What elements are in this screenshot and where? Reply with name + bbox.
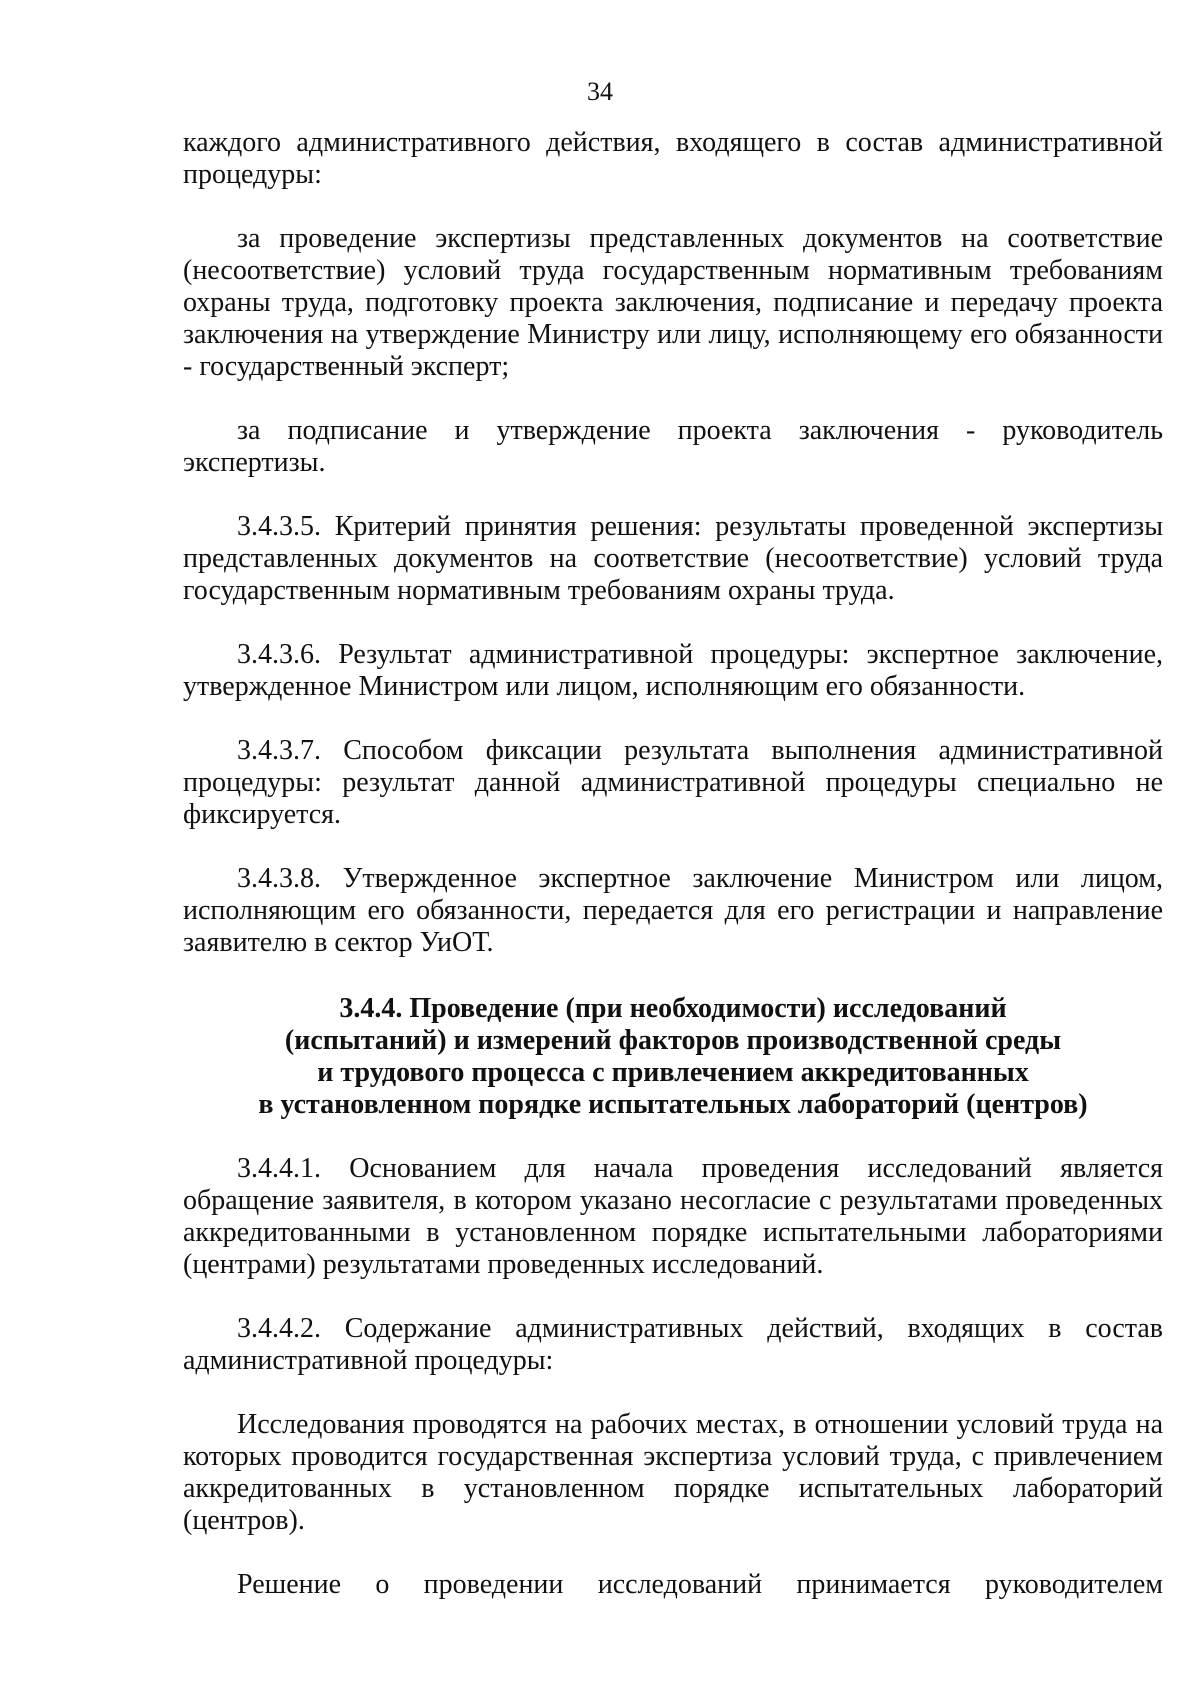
paragraph-research-workplaces: Исследования проводятся на рабочих местах, в отношении условий труда на которых проводится государственная экспертиза условий труда, с привлечением аккредитованных в установленном порядке испытательных лабораторий (центров). [183,1409,1163,1536]
page-number: 34 [587,77,613,106]
paragraph-expertise-head: за подписание и утверждение проекта заключения - руководитель экспертизы. [183,415,1163,478]
paragraph-3-4-3-5: 3.4.3.5. Критерий принятия решения: результаты проведенной экспертизы представленных документов на соответствие (несоответствие) условий труда государственным нормативным требованиям охраны труда. [183,511,1163,606]
document-body [183,127,1163,1601]
paragraph-state-expert: за проведение экспертизы представленных документов на соответствие (несоответствие) условий труда государственным нормативным требованиям охраны труда, подготовку проекта заключения, подписание и передачу проекта заключения на утверждение Министру или лицу, исполняющему его обязанности - государственный эксперт; [183,223,1163,382]
heading-line: 3.4.4. Проведение (при необходимости) исследований [339,993,1007,1024]
paragraph-continuation: каждого административного действия, входящего в состав административной процедуры: [183,127,1163,190]
paragraph-3-4-3-7: 3.4.3.7. Способом фиксации результата выполнения административной процедуры: результат данной административной процедуры специально не фиксируется. [183,735,1163,830]
paragraph-3-4-3-8: 3.4.3.8. Утвержденное экспертное заключение Министром или лицом, исполняющим его обязанности, передается для его регистрации и направление заявителю в сектор УиОТ. [183,863,1163,958]
paragraph-decision-research: Решение о проведении исследований принимается руководителем [237,1569,1163,1600]
paragraph-3-4-4-2: 3.4.4.2. Содержание административных действий, входящих в состав административной процедуры: [183,1313,1163,1376]
heading-line: и трудового процесса с привлечением аккредитованных [317,1057,1029,1088]
paragraph-3-4-3-6: 3.4.3.6. Результат административной процедуры: экспертное заключение, утвержденное Министром или лицом, исполняющим его обязанности. [183,639,1163,702]
section-heading-3-4-4 [183,993,1163,1121]
heading-line: в установленном порядке испытательных лабораторий (центров) [258,1089,1088,1120]
heading-line: (испытаний) и измерений факторов производственной среды [284,1025,1062,1056]
paragraph-3-4-4-1: 3.4.4.1. Основанием для начала проведения исследований является обращение заявителя, в котором указано несогласие с результатами проведенных аккредитованными в установленном порядке испытательными лабораториями (центрами) результатами проведенных исследований. [183,1153,1163,1280]
